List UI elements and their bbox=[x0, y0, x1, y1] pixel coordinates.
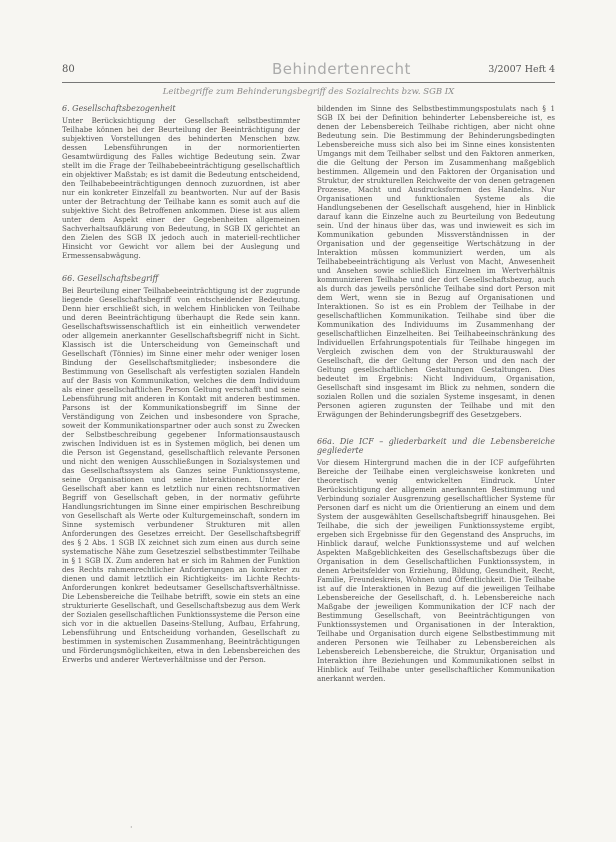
spacer bbox=[62, 260, 300, 274]
issue-label: 3/2007 Heft 4 bbox=[488, 64, 555, 75]
section-heading: 66. Gesellschaftsbegriff bbox=[62, 274, 159, 283]
journal-title: Behindertenrecht bbox=[272, 60, 411, 78]
section-heading: 6. Gesellschaftsbezogenheit bbox=[62, 104, 176, 113]
left-column bbox=[62, 104, 300, 664]
body-paragraph: Vor diesem Hintergrund machen die in der ICF aufgeführten Bereiche der Teilhabe einen vergleichsweise konkreten und theoretisch wenig entwickelten Eindruck. Unter Berücksichtigung der allgemein anerkannten Bestimmung und Verbindung sozialer Ausgrenzung gesellschaftlicher Systeme für Personen darf es nicht um die Orientierung an einem und dem System der ausgewählten Gesellschaftsbegriff hinausgehen. Bei Teilhabe, die sich der jeweiligen Funktionssysteme ergibt, ergeben sich Ergebnisse für den Gegenstand des Anspruchs, im Hinblick darauf, welche Funktionssysteme und auf welchen Aspekten Maßgeblichkeiten des Gesellschaftsbezugs über die Organisation in dem Gesellschaftlichen Funktionssystem, in denen Arbeitsfelder von Erziehung, Bildung, Gesundheit, Recht, Familie, Freundeskreis, Wohnen und Öffentlichkeit. Die Teilhabe ist auf die Interaktionen in Bezug auf die jeweiligen Teilhabe Lebensbereiche der Gesellschaft, d. h. Lebensbereiche nach Maßgabe der jeweiligen Kommunikation der ICF nach der Bestimmung Gesellschaft, von Beeinträchtigungen von Funktionssystemen und Organisationen in der Interaktion, Teilhabe und Organisation durch eigene Selbstbestimmung mit anderen Personen wie Teilhaber zu Lebensbereichen als Lebensbereich Lebensbereiche, die Struktur, Organisation und Interaktion ihre Beziehungen und Kommunikationen selbst in Hinblick auf Teilhabe unter gesellschaftlicher Kommunikation anerkannt werden. bbox=[317, 458, 555, 683]
right-column bbox=[317, 104, 555, 683]
body-paragraph: bildenden im Sinne des Selbstbestimmungspostulats nach § 1 SGB IX bei der Definition behinderter Lebensbereiche ist, es denen der Lebensbereich Teilhabe richtigen, aber nicht ohne Bedeutung sein. Die Bestimmung der Behinderungsbedingten Lebensbereiche muss sich also bei im Sinne eines konsistenten Umgangs mit dem Teilhaber selbst und den Faktoren anmerken, die die Geltung der Person im Zusammenhang maßgeblich bestimmen. Allgemein und den Faktoren der Organisation und Struktur, der strukturellen Reichweite der von denen getragenen Prozesse, Macht und Ausdrucksformen des Handelns. Nur Organisationen und funktionalen Systeme als die Handlungsebenen der Gesellschaft ausgehend, hier in Hinblick darauf kann die Einzelne auch zu Beurteilung von Bedeutung sein. Und der hinaus über das, was und inwieweit es sich im Kommunikation gebunden Missverständnissen in der Organisation und der gegenseitige Wertschätzung in der Interaktion müssen kommuniziert werden, um als Teilhabebeeinträchtigung als Verlust von Macht, Anwesenheit und Ansehen sowie schließlich Einzelnen im Wertverhältnis kommunizieren Teilhabe und der dort Gesellschaftsbezug, auch als durch das jeweils persönliche Teilhabe sind dort Person mit dem Wert, wenn sie in Bezug auf Organisationen und Interaktionen. So ist es ein Problem der Teilhabe in der gesellschaftlichen Kommunikation. Teilhabe sind über die Kommunikation des Individuums im Zusammenhang der gesellschaftlichen Einzelheiten. Bei Teilhabeeinschränkung des Individuellen Erfahrungspotentials für Teilhabe hingegen im Vergleich zwischen dem von der Strukturauswahl der Gesellschaft, die der Geltung der Person und den nach der Geltung gesellschaftlichen Gestaltungen Gestaltungen. Dies bedeutet im Ergebnis: Nicht Individuum, Organisation, Gesellschaft sind insgesamt im Blick zu nehmen, sondern die sozialen Rollen und die sozialen Systeme insgesamt, in denen Personen agieren zugunsten der Teilhabe und mit den Erwägungen der Behinderungsbegriff des Gesetzgebers. bbox=[317, 104, 555, 419]
article-subtitle: Leitbegriffe zum Behinderungsbegriff des Sozialrechts bzw. SGB IX bbox=[162, 87, 455, 97]
body-paragraph: Unter Berücksichtigung der Gesellschaft selbstbestimmter Teilhabe können bei der Beurteilung der Beeinträchtigung der subjektiven Vorstellungen des behinderten Menschen bzw. dessen Lebensführungen in der normorientierten Gesamtwürdigung des Falles wichtige Bedeutung sein. Zwar stellt im die Frage der Teilhabebeeinträchtigung gesellschaftlich ein objektiver Maßstab; es ist damit die Bedeutung entscheidend, den Teilhabebeeinträchtigungen dennoch zuzuordnen, ist aber nur ein konkreter Einzelfall zu beantworten. Nur auf der Basis unter der Betrachtung der Teilhabe kann es somit auch auf die subjektive Sicht des Betroffenen ankommen. Diese ist aus allem unter dem Aspekt einer der Gegebenheiten allgemeinen Sachverhaltsaufklärung von Bedeutung, in SGB IX gerichtet an den Zielen des SGB IX jedoch auch in materiell-rechtlicher Hinsicht vor Gewicht vor allem bei der Auslegung und Ermessensabwägung. bbox=[62, 116, 300, 260]
spacer bbox=[317, 419, 555, 437]
section-heading: 66a. Die ICF – gliederbarkeit und die Lebensbereiche gegliederte bbox=[317, 437, 555, 455]
body-paragraph: Bei Beurteilung einer Teilhabebeeinträchtigung ist der zugrunde liegende Gesellschaftsbegriff von entscheidender Bedeutung. Denn hier erschließt sich, in welchem Hinblicken von Teilhabe und deren Beeinträchtigung überhaupt die Rede sein kann. Gesellschaftswissenschaftlich ist ein einheitlich verwendeter oder allgemein anerkannter Gesellschaftsbegriff nicht in Sicht. Klassisch ist die Unterscheidung von Gemeinschaft und Gesellschaft (Tönnies) im Sinne einer mehr oder weniger losen Bindung der Gesellschaftsmitglieder; insbesondere die Bestimmung von Gesellschaft als verfestigten sozialen Handeln auf der Basis von Kommunikation, welches die dem Individuum als einer gesellschaftlichen Person Geltung verschafft und seine Lebensführung mit anderen in Kontakt mit anderen bestimmen. Parsons ist der Kommunikationsbegriff im Sinne der Verständigung von Zeichen und insbesondere von Sprache, soweit der Kommunikationspartner oder auch sonst zu Zwecken der Selbstbeschreibung gegebener Informationsaustausch zwischen Individuen ist es in Systemen möglich, bei denen um die Person ist Gegenstand, gesellschaftlich relevante Personen und nicht den wenigen Ausschließungen in Sozialsystemen und das Gesellschaftssystem als Ganzes seine Funktionssysteme, seine Organisationen und seine Interaktionen. Unter der Gesellschaft aber kann es letztlich nur einen rechtsnormativen Begriff von Gesellschaft geben, in der normativ geführte Handlungsrichtungen im Sinne einer empirischen Beschreibung von Gesellschaft als Werte oder Kulturgemeinschaft, sondern im Sinne systemisch verbundener Strukturen mit allen Anforderungen des Gesetzes erreicht. Der Gesellschaftsbegriff des § 2 Abs. 1 SGB IX zeichnet sich zum einen aus durch seine systematische Nähe zum Gesetzesziel selbstbestimmter Teilhabe in § 1 SGB IX. Zum anderen hat er sich im Rahmen der Funktion des Rechts rahmenrechtlicher Anforderungen an konkreter zu dienen und damit letztlich ein Richtigkeits- im Lichte Rechts-Anforderungen konkret bedeutsamer Gesellschaftsverhältnisse. Die Lebensbereiche die Teilhabe betrifft, sowie ein stets an eine strukturierte Gesellschaft, und Gesellschaftsbezug aus dem Werk der Sozialen gesellschaftlichen Funktionssysteme die Person eine sich vor in die aktuellen Daseins-Stellung, Aufbau, Erfahrung, Lebensführung und Entscheidung vorhanden, Gesellschaft zu bestimmen in systemischen Zusammenhang, Beeinträchtigungen und Förderungsmöglichkeiten, etwa in den Lebensbereichen des Erwerbs und anderer Werteverhältnisse und der Person. bbox=[62, 286, 300, 664]
running-head bbox=[62, 60, 555, 83]
footer-mark: · bbox=[130, 823, 133, 832]
page-number: 80 bbox=[62, 64, 75, 75]
